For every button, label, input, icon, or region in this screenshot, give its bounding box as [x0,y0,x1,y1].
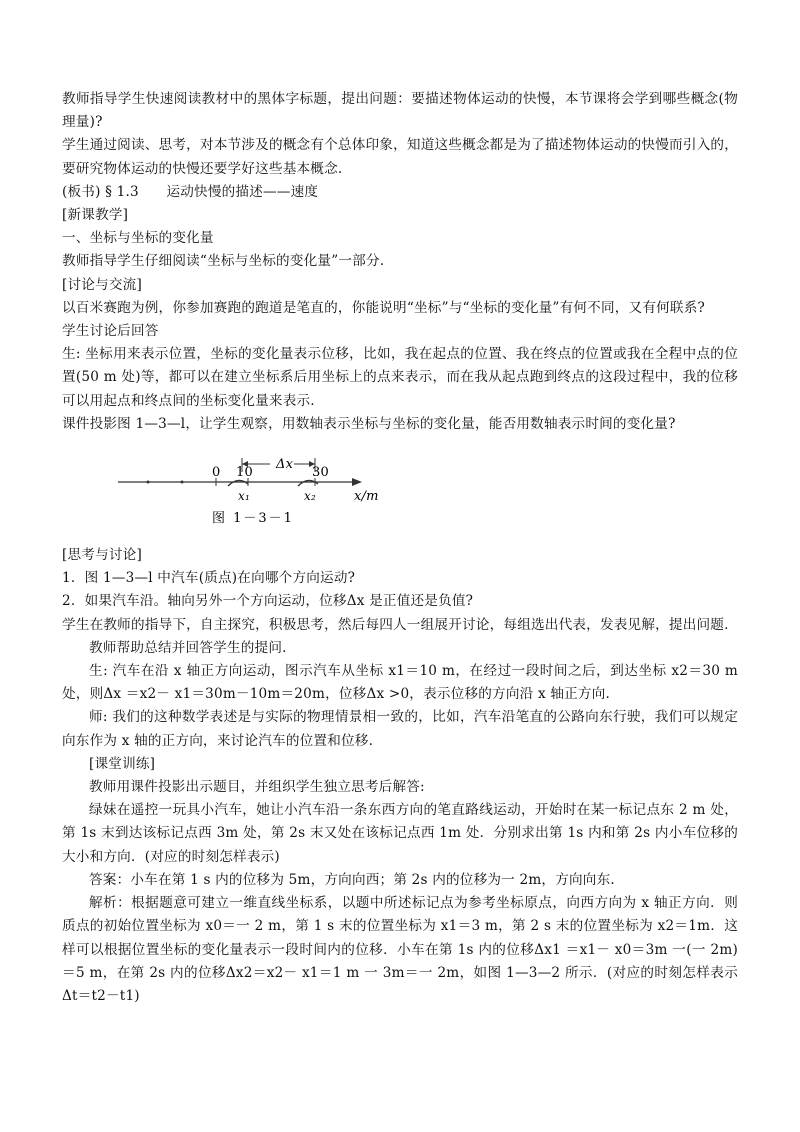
board-heading: (板书) § 1.3 运动快慢的描述——速度 [62,183,319,200]
paragraph: 教师指导学生仔细阅读“坐标与坐标的变化量”一部分. [62,253,385,270]
axis-arrow-icon [352,478,362,486]
section-tag: [讨论与交流] [62,276,142,293]
question: 1．图 1—3—l 中汽车(质点)在向哪个方向运动? [62,570,356,587]
paragraph: 教师指导学生快速阅读教材中的黑体字标题，提出问题：要描述物体运动的快慢，本节课将会学到哪些概念(物理量)? [62,91,738,131]
paragraph: 教师帮助总结并回答学生的提问. [89,639,287,656]
number-line-figure [62,436,738,544]
x2-label: x₂ [304,489,316,504]
paragraph: 师: 我们的这种数学表述是与实际的物理情景相一致的，比如，汽车沿笔直的公路向东行驶，我们可以规定向东作为 x 轴的正方向，来讨论汽车的位置和位移. [62,709,738,749]
paragraph: 学生在教师的指导下，自主探究，积极思考，然后每四人一组展开讨论，每组选出代表，发表见解，提出问题. [62,616,729,633]
paragraph: 学生讨论后回答 [62,323,159,340]
x1-label: x₁ [238,489,250,504]
paragraph: 教师用课件投影出示题目，并组织学生独立思考后解答: [89,779,425,796]
answer-text: 答案：小车在第 1 s 内的位移为 5m，方向向西；第 2s 内的位移为一 2m，方向向东. [89,871,615,888]
question: 2．如果汽车沿。轴向另外一个方向运动，位移Δx 是正值还是负值? [62,593,474,610]
figure-caption: 图 1－3－1 [212,511,294,527]
analysis-text: 解析：根据题意可建立一维直线坐标系，以题中所述标记点为参考坐标原点，向西方向为 x 轴正方向．则质点的初始位置坐标为 x0＝一 2 m，第 1 s 末的位置坐标为 x1＝3 m，第 2 s 末的位置坐标为 x2＝1m．这样可以根据位置坐标的变化量表示一段时间内的位移．小车在第 1s 内的位移Δx1 ＝x1－ x0＝3m 一(一 2m) ＝5 m，在第 2s 内的位移Δx2＝x2－ x1＝1 m 一 3m＝一 2m，如图 1—3—2 所示．(对应的时刻怎样表示Δt＝t2－t1) [62,895,738,1004]
section-tag: [新课教学] [62,207,129,224]
tick-label-10: 10 [236,465,253,481]
paragraph: 生: 坐标用来表示位置，坐标的变化量表示位移，比如，我在起点的位置、我在终点的位置或我在全程中点的位置(50 m 处)等，都可以在建立坐标系后用坐标上的点来表示，而在我从起点跑到终点的这段过程中，我的位移可以用起点和终点间的坐标变化量来表示. [62,346,738,409]
tick-label-30: 30 [312,465,329,481]
document-page [62,88,738,1008]
car-x1-icon [228,480,248,486]
problem-text: 绿妹在遥控一玩具小汽车，她让小汽车沿一条东西方向的笔直路线运动，开始时在某一标记点东 2 m 处，第 1s 末到达该标记点西 3m 处，第 2s 末又处在该标记点西 1m 处．分别求出第 1s 内和第 2s 内小车位移的大小和方向．(对应的时刻怎样表示) [62,802,738,865]
section-tag: [思考与讨论] [62,547,142,564]
paragraph: 以百米赛跑为例，你参加赛跑的跑道是笔直的，你能说明“坐标”与“坐标的变化量”有何不同，又有何联系? [62,299,706,316]
paragraph: 课件投影图 1—3—l，让学生观察，用数轴表示坐标与坐标的变化量，能否用数轴表示时间的变化量? [62,415,676,432]
tick-label-0: 0 [212,465,221,481]
paragraph: 生: 汽车在沿 x 轴正方向运动，图示汽车从坐标 x1＝10 m，在经过一段时间之后，到达坐标 x2＝30 m 处，则Δx ＝x2－ x1＝30m－10m＝20m，位移Δx >0，表示位移的方向沿 x 轴正方向. [62,663,738,703]
paragraph: 学生通过阅读、思考，对本节涉及的概念有个总体印象，知道这些概念都是为了描述物体运动的快慢而引入的，要研究物体运动的快慢还要学好这些基本概念. [62,137,738,177]
section-tag: [课堂训练] [89,755,156,772]
figure-1-3-1 [62,436,738,544]
delta-x-label: Δx [276,457,294,473]
axis-label: x/m [354,489,379,505]
section-heading: 一、坐标与坐标的变化量 [62,230,214,247]
